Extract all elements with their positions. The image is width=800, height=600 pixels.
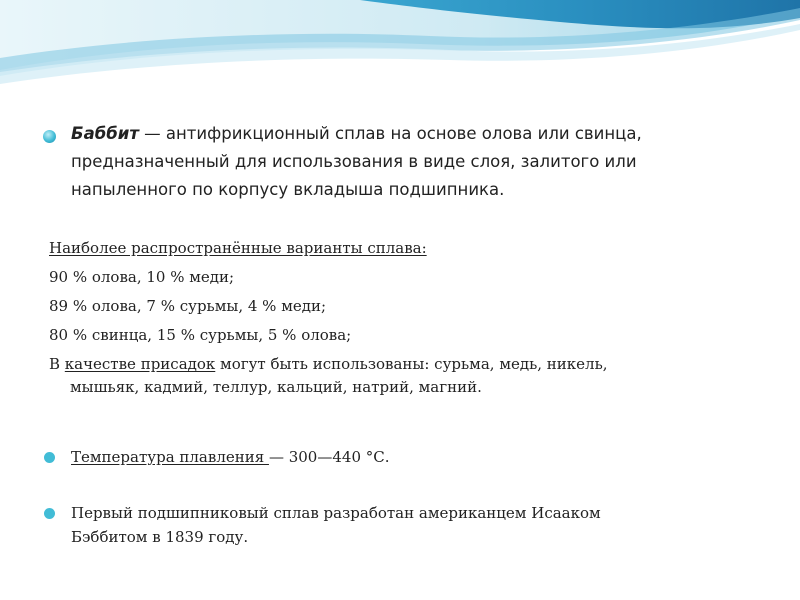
variant-item: 90 % олова, 10 % меди; [49, 268, 235, 286]
definition-line-3: напыленного по корпусу вкладыша подшипника. [71, 180, 505, 199]
bullet-dot-icon [44, 452, 55, 463]
melting-text: Температура плавления — 300—440 °С. [71, 448, 390, 466]
variant-item: 89 % олова, 7 % сурьмы, 4 % меди; [49, 297, 327, 315]
history-line-1: Первый подшипниковый сплав разработан американцем Исааком [71, 504, 601, 522]
definition-term: Баббит [71, 124, 139, 143]
variants-heading: Наиболее распространённые варианты сплава: [49, 239, 427, 257]
bullet-dot-icon [44, 508, 55, 519]
header-wave-decoration [0, 0, 800, 120]
melting-label: Температура плавления [71, 448, 269, 466]
bullet-dot-icon [43, 130, 56, 143]
variant-item: 80 % свинца, 15 % сурьмы, 5 % олова; [49, 326, 352, 344]
additives-link[interactable]: качестве присадок [64, 355, 216, 373]
history-line-2: Бэббитом в 1839 году. [71, 528, 249, 546]
additives-line-1: В качестве присадок могут быть использованы: сурьма, медь, никель, [49, 355, 608, 373]
additives-line-2: мышьяк, кадмий, теллур, кальций, натрий, магний. [70, 378, 482, 396]
definition-line-2: предназначенный для использования в виде слоя, залитого или [71, 152, 637, 171]
definition-line-1: Баббит — антифрикционный сплав на основе олова или свинца, [71, 124, 642, 143]
